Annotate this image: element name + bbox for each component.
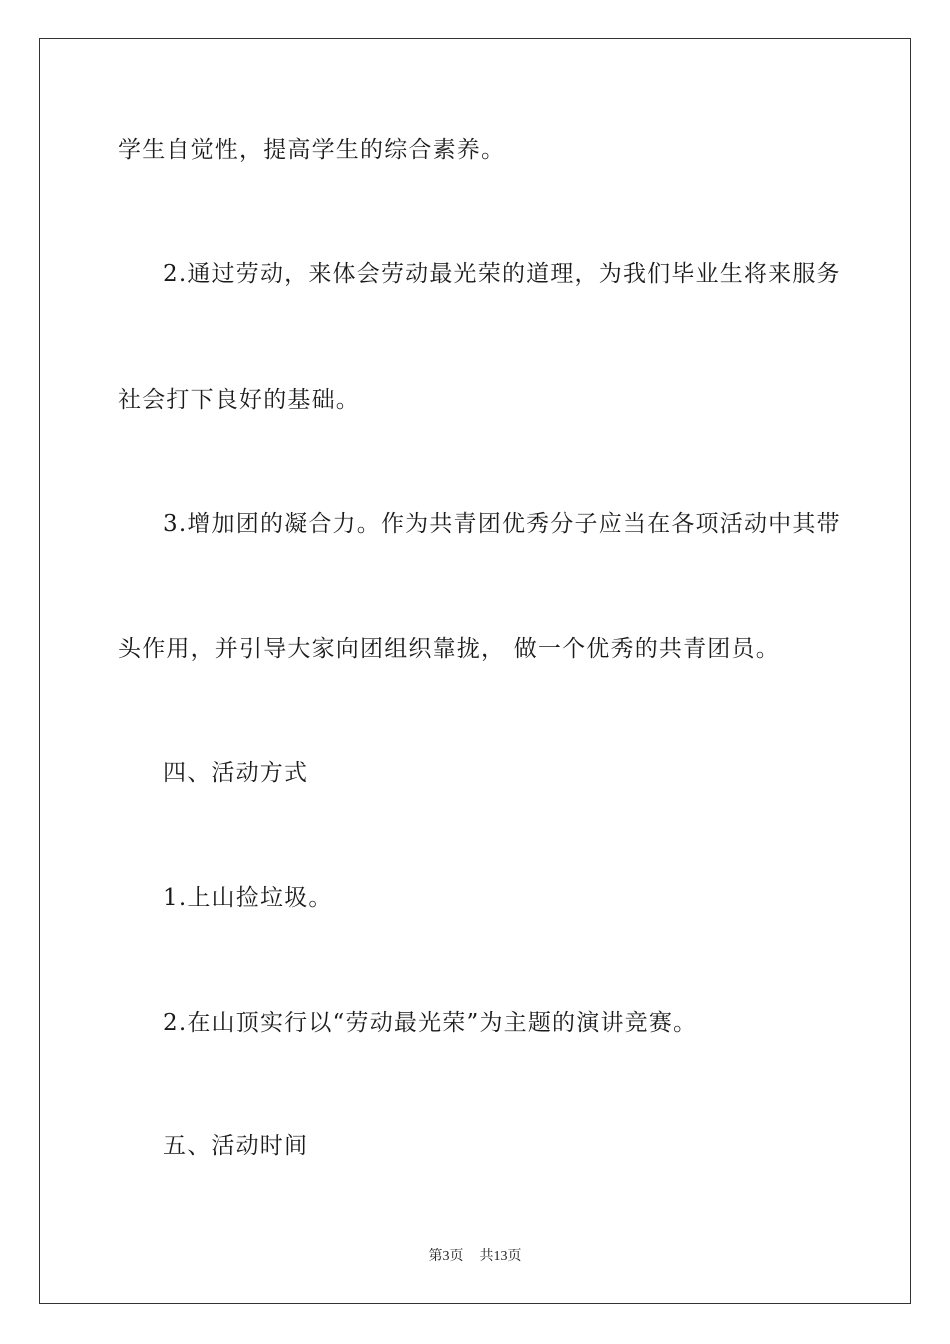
- list-item: 1.上山捡垃圾。: [163, 885, 333, 911]
- paragraph-line: 2.通过劳动，来体会劳动最光荣的道理，为我们毕业生将来服务: [163, 261, 841, 287]
- paragraph-line: 3.增加团的凝合力。作为共青团优秀分子应当在各项活动中其带: [163, 511, 841, 537]
- page-border: [39, 38, 911, 1304]
- paragraph-line: 头作用，并引导大家向团组织靠拢， 做一个优秀的共青团员。: [118, 636, 780, 662]
- section-heading: 五、活动时间: [163, 1133, 309, 1159]
- list-item: 2.在山顶实行以“劳动最光荣”为主题的演讲竞赛。: [163, 1010, 698, 1036]
- page-footer: [0, 1248, 950, 1266]
- page-number-current: 第3页: [428, 1249, 464, 1264]
- page-number-total: 共13页: [479, 1249, 522, 1264]
- section-heading: 四、活动方式: [163, 760, 309, 786]
- paragraph-line: 社会打下良好的基础。: [118, 387, 360, 413]
- paragraph-line: 学生自觉性，提高学生的综合素养。: [118, 137, 506, 163]
